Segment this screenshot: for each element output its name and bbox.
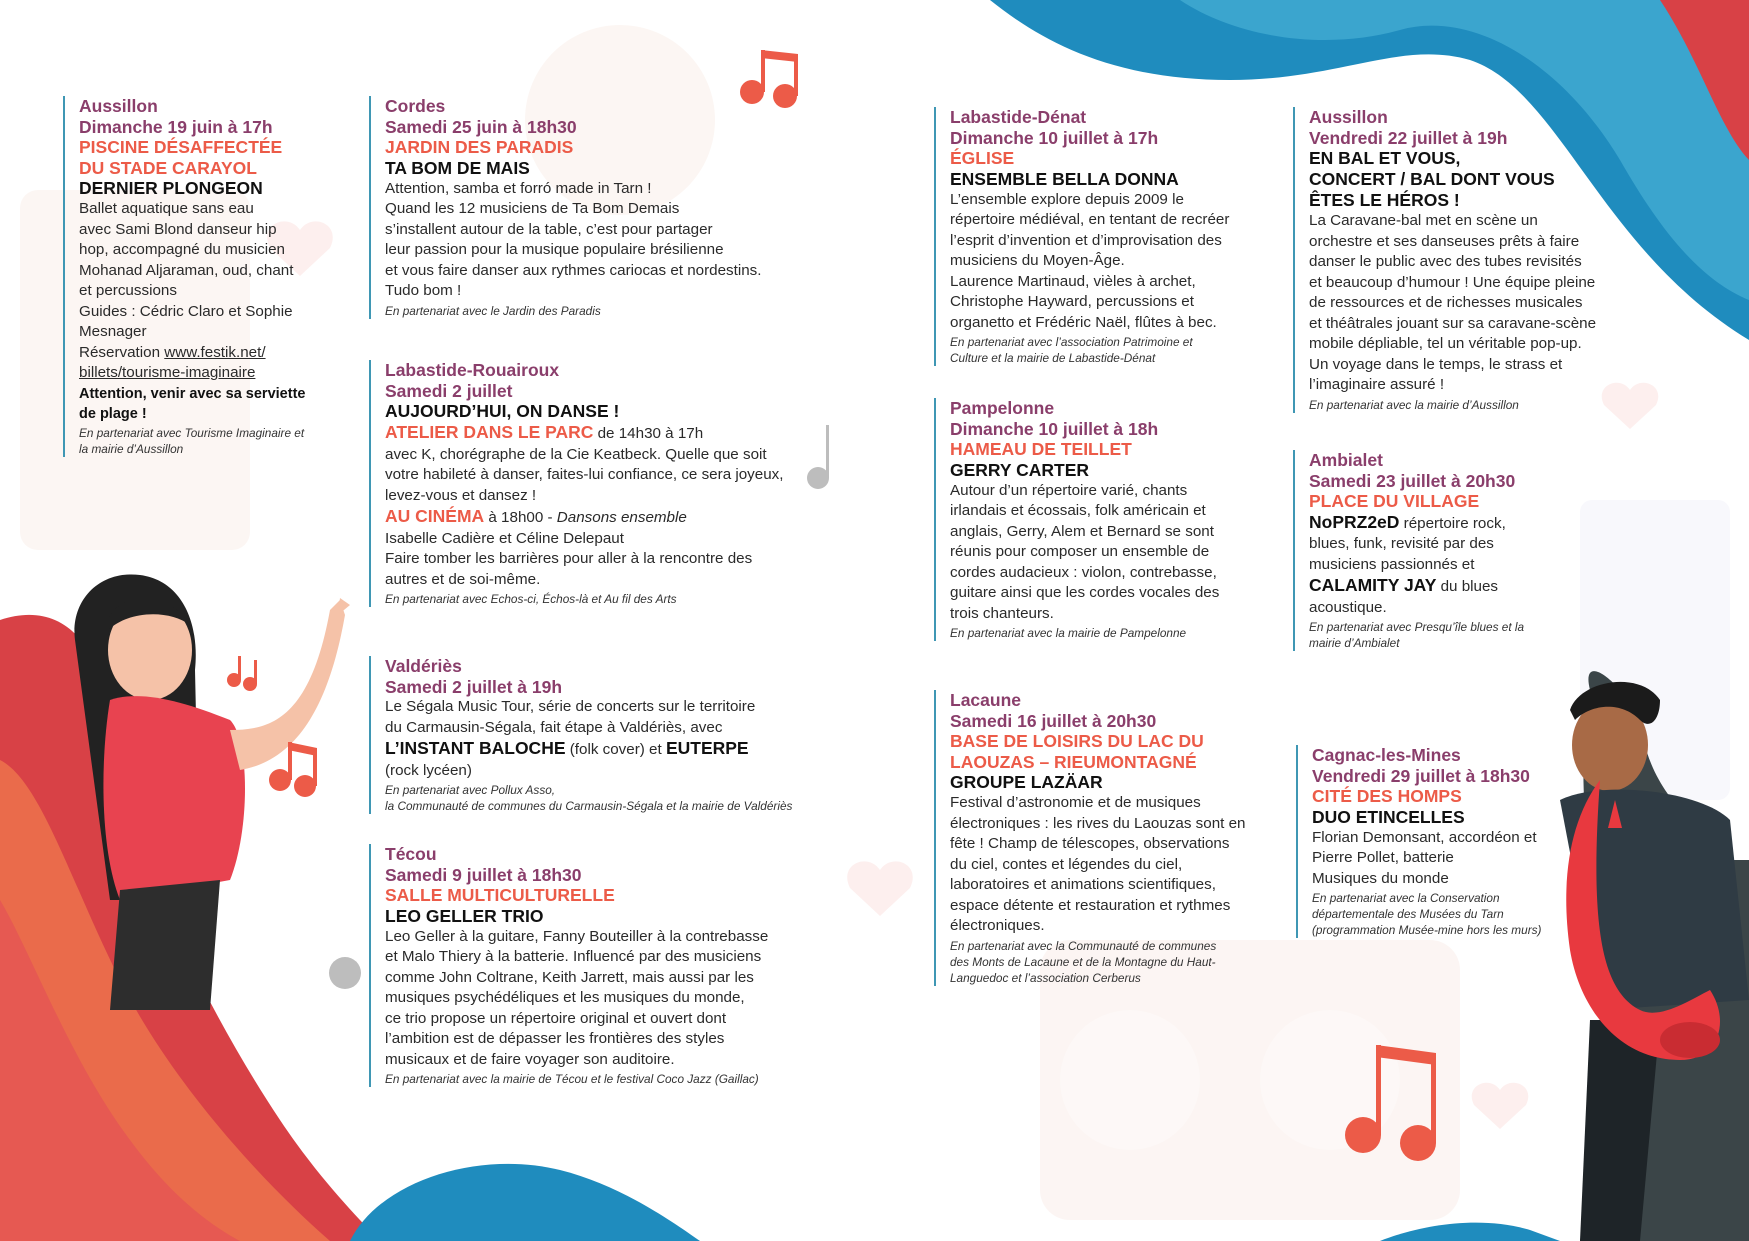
event-description xyxy=(385,179,799,302)
desc-line: Tudo bom ! xyxy=(385,282,462,299)
desc-line: Un voyage dans le temps, le strass et xyxy=(1309,355,1563,373)
desc-line: guitare ainsi que les cordes vocales des xyxy=(950,584,1220,601)
partner-line: mairie d’Ambialet xyxy=(1309,636,1400,650)
event-artist: AUJOURD’HUI, ON DANSE ! xyxy=(385,401,620,421)
event-place: ÉGLISE xyxy=(950,148,1015,168)
desc-line: leur passion pour la musique populaire brésilienne xyxy=(385,241,724,258)
desc-line: répertoire médiéval, en tentant de recréer xyxy=(950,211,1230,228)
event-place: JARDIN DES PARADIS xyxy=(385,137,574,157)
desc-line: Pierre Pollet, batterie xyxy=(1312,849,1454,866)
desc-line: La Caravane-bal met en scène un xyxy=(1309,212,1538,229)
event-description xyxy=(950,793,1274,937)
reservation xyxy=(79,343,328,364)
partner-line: des Monts de Lacaune et de la Montagne du Haut- xyxy=(950,954,1216,969)
reservation-link[interactable]: www.festik.net/ xyxy=(164,343,266,361)
desc-line: cordes audacieux : violon, contrebasse, xyxy=(950,563,1217,581)
desc-line: Laurence Martinaud, vièles à archet, xyxy=(950,272,1196,290)
event-part xyxy=(385,506,799,529)
event-artist: EUTERPE xyxy=(665,738,749,758)
desc-line: réunis pour composer un ensemble de xyxy=(950,543,1210,560)
event-film-title: Dansons ensemble xyxy=(556,509,687,526)
desc-line: Florian Demonsant, accordéon et xyxy=(1312,828,1537,846)
event-date: Samedi 16 juillet à 20h30 xyxy=(950,710,1157,731)
artist-note: acoustique. xyxy=(1309,598,1387,616)
event-artist: ÊTES LE HÉROS ! xyxy=(1309,190,1460,210)
event-place: PISCINE DÉSAFFECTÉE xyxy=(79,137,283,157)
event-town: Cagnac-les-Mines xyxy=(1312,745,1461,765)
event-description xyxy=(950,190,1264,334)
desc-line: et Malo Thiery à la batterie. Influencé par des musiciens xyxy=(385,948,762,965)
desc-line: fête ! Champ de télescopes, observations xyxy=(950,835,1230,852)
desc-line: autres et de soi-même. xyxy=(385,570,541,588)
partner-line: départementale des Musées du Tarn xyxy=(1312,907,1504,921)
event-date: Samedi 9 juillet à 18h30 xyxy=(385,864,582,885)
event-artist: DUO ETINCELLES xyxy=(1312,806,1465,827)
desc-line: l’imaginaire assuré ! xyxy=(1309,376,1445,393)
event-part xyxy=(385,422,799,445)
desc-line: et théâtrales jouant sur sa caravane-scène xyxy=(1309,314,1597,332)
event-date: Dimanche 19 juin à 17h xyxy=(79,116,273,137)
event-artists xyxy=(1309,512,1593,535)
event-date: Dimanche 10 juillet à 18h xyxy=(950,418,1159,439)
event-description xyxy=(1309,534,1593,575)
desc-line: danser le public avec des tubes revisités xyxy=(1309,253,1582,270)
desc-line: Guides : Cédric Claro et Sophie xyxy=(79,302,293,320)
event-date: Samedi 23 juillet à 20h30 xyxy=(1309,470,1516,491)
desc-line: laboratoires et animations scientifiques, xyxy=(950,876,1216,893)
desc-line: électroniques. xyxy=(950,917,1045,934)
desc-line: Autour d’un répertoire varié, chants xyxy=(950,481,1188,499)
event-town: Aussillon xyxy=(79,96,158,116)
desc-line: Le Ségala Music Tour, série de concerts sur le territoire xyxy=(385,698,756,715)
event-town: Lacaune xyxy=(950,690,1021,710)
event-note: Attention, venir avec sa serviette xyxy=(79,385,306,402)
desc-line: du ciel, contes et légendes du ciel, xyxy=(950,855,1183,873)
event-partner xyxy=(385,782,799,814)
event-artists xyxy=(385,738,799,761)
event-partner xyxy=(1312,890,1566,938)
event-partner xyxy=(1309,619,1593,651)
event-partner: En partenariat avec la mairie de Técou et le festival Coco Jazz (Gaillac) xyxy=(385,1072,759,1086)
desc-line: et percussions xyxy=(79,282,177,299)
event-artist: EN BAL ET VOUS, xyxy=(1309,148,1461,168)
event-town: Cordes xyxy=(385,96,446,116)
reservation-link[interactable]: billets/tourisme-imaginaire xyxy=(79,364,256,381)
event-place: AU CINÉMA xyxy=(385,506,485,526)
artist-note: (rock lycéen) xyxy=(385,761,472,779)
event-artist: CALAMITY JAY xyxy=(1309,575,1437,595)
event-place: HAMEAU DE TEILLET xyxy=(950,439,1132,459)
desc-line: avec Sami Blond danseur hip xyxy=(79,220,277,238)
event-place: CITÉ DES HOMPS xyxy=(1312,786,1462,806)
desc-line: musiques psychédéliques et les musiques du monde, xyxy=(385,989,745,1006)
desc-line: ce trio propose un répertoire original et ouvert dont xyxy=(385,1009,727,1027)
event-town: Pampelonne xyxy=(950,398,1055,418)
desc-line: anglais, Gerry, Alem et Bernard se sont xyxy=(950,522,1214,540)
desc-line: hop, accompagné du musicien xyxy=(79,241,286,258)
desc-line: comme John Coltrane, Keith Jarrett, mais aussi par les xyxy=(385,968,754,986)
event-partner xyxy=(950,938,1274,986)
desc-line: Isabelle Cadière et Céline Delepaut xyxy=(385,529,624,547)
event-valderies xyxy=(369,656,799,814)
event-partner: En partenariat avec Echos-ci, Échos-là et Au fil des Arts xyxy=(385,592,677,606)
event-aussillon-19-juin xyxy=(63,96,328,457)
desc-line: Ballet aquatique sans eau xyxy=(79,200,254,217)
desc-line: Christophe Hayward, percussions et xyxy=(950,293,1194,310)
desc-line: avec K, chorégraphe de la Cie Keatbeck. Quelle que soit xyxy=(385,445,767,463)
event-artist: GERRY CARTER xyxy=(950,459,1090,480)
event-description xyxy=(79,199,328,343)
event-description xyxy=(385,697,799,738)
desc-line: de ressources et de richesses musicales xyxy=(1309,294,1583,311)
desc-line: Mesnager xyxy=(79,323,147,340)
desc-line: blues, funk, revisité par des xyxy=(1309,535,1494,552)
event-date: Samedi 2 juillet à 19h xyxy=(385,676,563,697)
desc-line: du Carmausin-Ségala, fait étape à Valdériès, avec xyxy=(385,718,723,736)
event-artist: DERNIER PLONGEON xyxy=(79,178,263,198)
event-partner: En partenariat avec la mairie de Pampelonne xyxy=(950,626,1187,640)
event-date: Vendredi 29 juillet à 18h30 xyxy=(1312,765,1530,786)
event-place: BASE DE LOISIRS DU LAC DU xyxy=(950,731,1204,751)
event-artist: ENSEMBLE BELLA DONNA xyxy=(950,168,1179,189)
event-time: à 18h00 - xyxy=(484,509,557,526)
partner-line: En partenariat avec Tourisme Imaginaire et xyxy=(79,425,305,440)
partner-line: En partenariat avec la Conservation xyxy=(1312,891,1500,905)
event-partner xyxy=(79,425,328,457)
event-artist: L’INSTANT BALOCHE xyxy=(385,738,566,758)
event-date: Samedi 25 juin à 18h30 xyxy=(385,116,577,137)
desc-line: Leo Geller à la guitare, Fanny Bouteiller à la contrebasse xyxy=(385,927,769,945)
event-description xyxy=(1312,828,1566,890)
event-artist: GROUPE LAZÄAR xyxy=(950,772,1103,792)
desc-line: électroniques : les rives du Laouzas sont en xyxy=(950,814,1246,832)
event-description xyxy=(385,445,799,507)
partner-line: la Communauté de communes du Carmausin-Ségala et la mairie de Valdériès xyxy=(385,799,793,813)
event-artist: TA BOM DE MAIS xyxy=(385,157,530,178)
event-description xyxy=(385,927,799,1071)
artist-note: du blues xyxy=(1436,578,1499,595)
desc-line: espace détente et restauration et rythmes xyxy=(950,896,1231,914)
desc-line: L’ensemble explore depuis 2009 le xyxy=(950,190,1184,208)
event-town: Aussillon xyxy=(1309,107,1388,127)
event-town: Ambialet xyxy=(1309,450,1383,470)
desc-line: musiciens passionnés et xyxy=(1309,555,1475,573)
event-town: Labastide-Dénat xyxy=(950,107,1087,127)
event-town: Labastide-Rouairoux xyxy=(385,360,560,380)
event-time: de 14h30 à 17h xyxy=(593,425,704,442)
event-partner xyxy=(950,334,1264,366)
desc-line: Festival d’astronomie et de musiques xyxy=(950,794,1201,811)
event-ambialet xyxy=(1293,450,1593,651)
partner-line: En partenariat avec l’association Patrimoine et xyxy=(950,335,1193,349)
desc-line: Faire tomber les barrières pour aller à la rencontre des xyxy=(385,550,753,567)
desc-line: Musiques du monde xyxy=(1312,869,1449,887)
event-labastide-rouairoux xyxy=(369,360,799,607)
event-date: Vendredi 22 juillet à 19h xyxy=(1309,127,1508,148)
event-place: DU STADE CARAYOL xyxy=(79,157,257,178)
desc-line: l’esprit d’invention et d’improvisation des xyxy=(950,231,1222,249)
desc-line: musiciens du Moyen-Âge. xyxy=(950,252,1125,269)
event-partner: En partenariat avec le Jardin des Paradis xyxy=(385,303,601,318)
desc-line: organetto et Frédéric Naël, flûtes à bec. xyxy=(950,313,1217,331)
desc-line: s’installent autour de la table, c’est pour partager xyxy=(385,220,713,238)
event-date: Samedi 2 juillet xyxy=(385,380,513,401)
event-place: SALLE MULTICULTURELLE xyxy=(385,885,615,905)
event-town: Técou xyxy=(385,844,437,864)
partner-line: Culture et la mairie de Labastide-Dénat xyxy=(950,351,1156,365)
event-aussillon-22-juillet xyxy=(1293,107,1623,413)
partner-line: la mairie d’Aussillon xyxy=(79,441,184,456)
desc-line: l’ambition est de dépasser les frontières des styles xyxy=(385,1030,725,1047)
artist-note: (folk cover) et xyxy=(565,741,666,758)
event-cordes xyxy=(369,96,799,319)
event-tecou xyxy=(369,844,799,1087)
reservation-label: Réservation xyxy=(79,343,165,361)
desc-line: levez-vous et dansez ! xyxy=(385,486,537,504)
event-labastide-denat xyxy=(934,107,1264,366)
desc-line: musicaux et de faire voyager son auditoire. xyxy=(385,1050,675,1068)
event-description xyxy=(385,529,799,591)
desc-line: trois chanteurs. xyxy=(950,604,1054,622)
event-artist: CONCERT / BAL DONT VOUS xyxy=(1309,169,1555,189)
event-artists xyxy=(1309,575,1593,598)
event-artist: LEO GELLER TRIO xyxy=(385,905,544,926)
desc-line: votre habileté à danser, faites-lui confiance, ce sera joyeux, xyxy=(385,466,784,483)
event-date: Dimanche 10 juillet à 17h xyxy=(950,127,1159,148)
artist-note: répertoire rock, xyxy=(1399,514,1506,532)
partner-line: En partenariat avec Pollux Asso, xyxy=(385,783,556,797)
desc-line: et vous faire danser aux rythmes cariocas et nordestins. xyxy=(385,261,762,279)
event-town: Valdériès xyxy=(385,656,462,676)
partner-line: En partenariat avec la Communauté de communes xyxy=(950,938,1217,953)
event-place: PLACE DU VILLAGE xyxy=(1309,491,1480,511)
desc-line: mobile dépliable, tel un véritable pop-up. xyxy=(1309,335,1582,352)
event-description xyxy=(1309,211,1623,396)
desc-line: Mohanad Aljaraman, oud, chant xyxy=(79,261,294,279)
desc-line: et beaucoup d’humour ! Une équipe pleine xyxy=(1309,273,1596,291)
event-description xyxy=(950,481,1264,625)
desc-line: Quand les 12 musiciens de Ta Bom Demais xyxy=(385,200,680,217)
desc-line: Attention, samba et forró made in Tarn ! xyxy=(385,179,652,197)
partner-line: (programmation Musée-mine hors les murs) xyxy=(1312,923,1542,937)
desc-line: irlandais et écossais, folk américain et xyxy=(950,502,1206,519)
event-pampelonne xyxy=(934,398,1264,641)
partner-line: En partenariat avec Presqu’île blues et la xyxy=(1309,620,1525,634)
event-cagnac-les-mines xyxy=(1296,745,1566,938)
event-place: ATELIER DANS LE PARC xyxy=(385,422,594,442)
event-artist: NoPRZ2eD xyxy=(1309,511,1400,532)
event-note: de plage ! xyxy=(79,405,147,422)
partner-line: Languedoc et l’association Cerberus xyxy=(950,970,1141,985)
desc-line: orchestre et ses danseuses prêts à faire xyxy=(1309,232,1580,250)
event-place: LAOUZAS – RIEUMONTAGNÉ xyxy=(950,751,1197,772)
event-partner: En partenariat avec la mairie d’Aussillon xyxy=(1309,397,1519,412)
event-lacaune xyxy=(934,690,1274,986)
